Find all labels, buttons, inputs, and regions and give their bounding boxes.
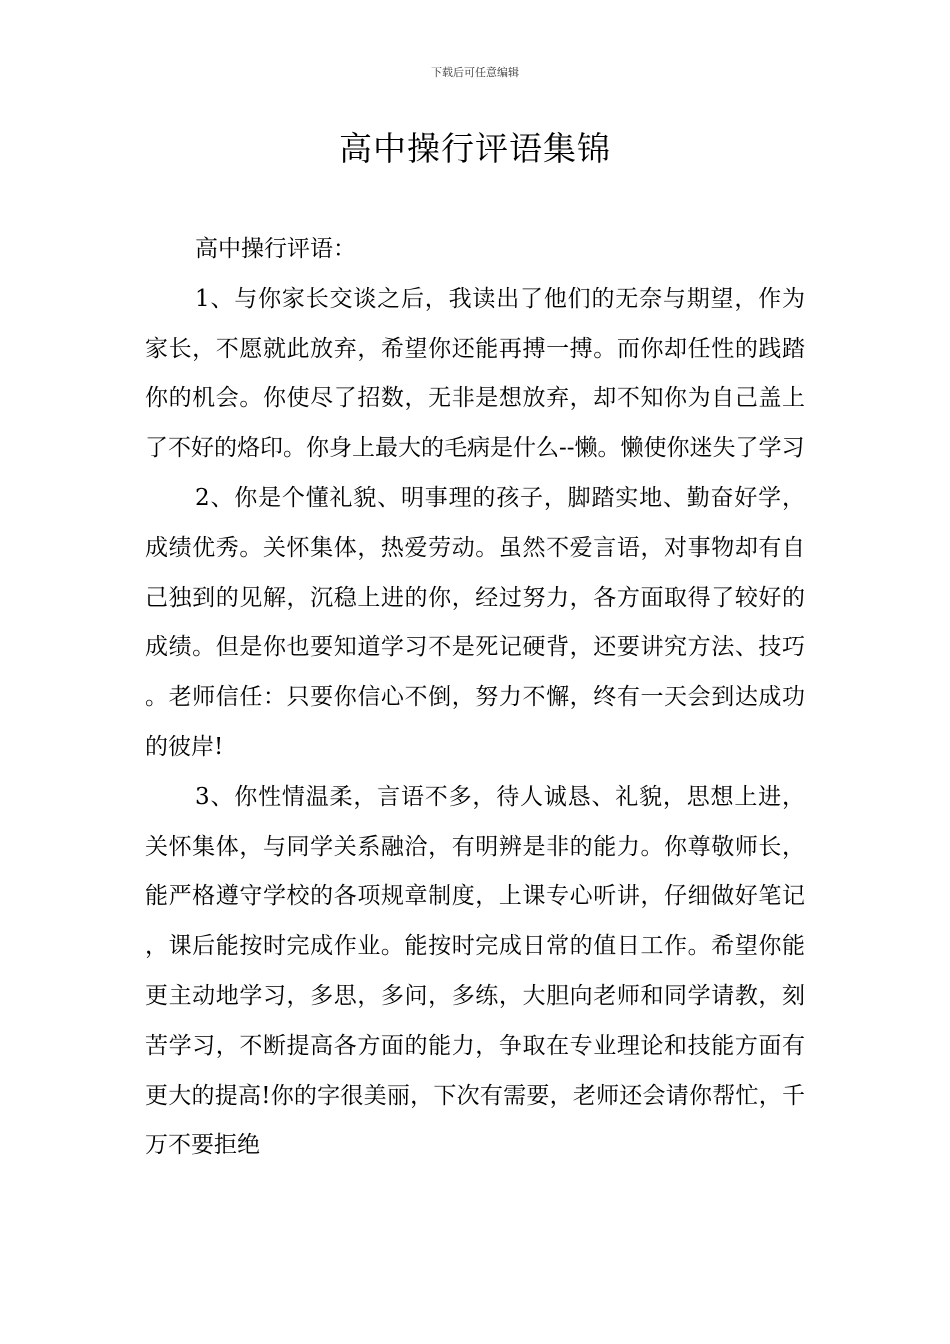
comment-paragraph-2: 2、你是个懂礼貌、明事理的孩子，脚踏实地、勤奋好学，成绩优秀。关怀集体，热爱劳动。虽然不爱言语，对事物却有自己独到的见解，沉稳上进的你，经过努力，各方面取得了较好的成绩。但是你也要知道学习不是死记硬背，还要讲究方法、技巧。老师信任：只要你信心不倒，努力不懈，终有一天会到达成功的彼岸!: [145, 484, 805, 760]
document-body: [145, 225, 805, 1171]
comment-paragraph-1: 1、与你家长交谈之后，我读出了他们的无奈与期望，作为家长，不愿就此放弃，希望你还能再搏一搏。而你却任性的践踏你的机会。你使尽了招数，无非是想放弃，却不知你为自己盖上了不好的烙印。你身上最大的毛病是什么--懒。懒使你迷失了学习: [145, 285, 805, 462]
document-title: 高中操行评语集锦: [339, 129, 611, 168]
comment-paragraph-3: 3、你性情温柔，言语不多，待人诚恳、礼貌，思想上进，关怀集体，与同学关系融洽，有明辨是非的能力。你尊敬师长，能严格遵守学校的各项规章制度，上课专心听讲，仔细做好笔记，课后能按时完成作业。能按时完成日常的值日工作。希望你能更主动地学习，多思，多问，多练，大胆向老师和同学请教，刻苦学习，不断提高各方面的能力，争取在专业理论和技能方面有更大的提高!你的字很美丽，下次有需要，老师还会请你帮忙，千万不要拒绝: [145, 783, 805, 1159]
intro-heading: 高中操行评语：: [195, 236, 356, 262]
header-note: 下载后可任意编辑: [431, 66, 519, 79]
